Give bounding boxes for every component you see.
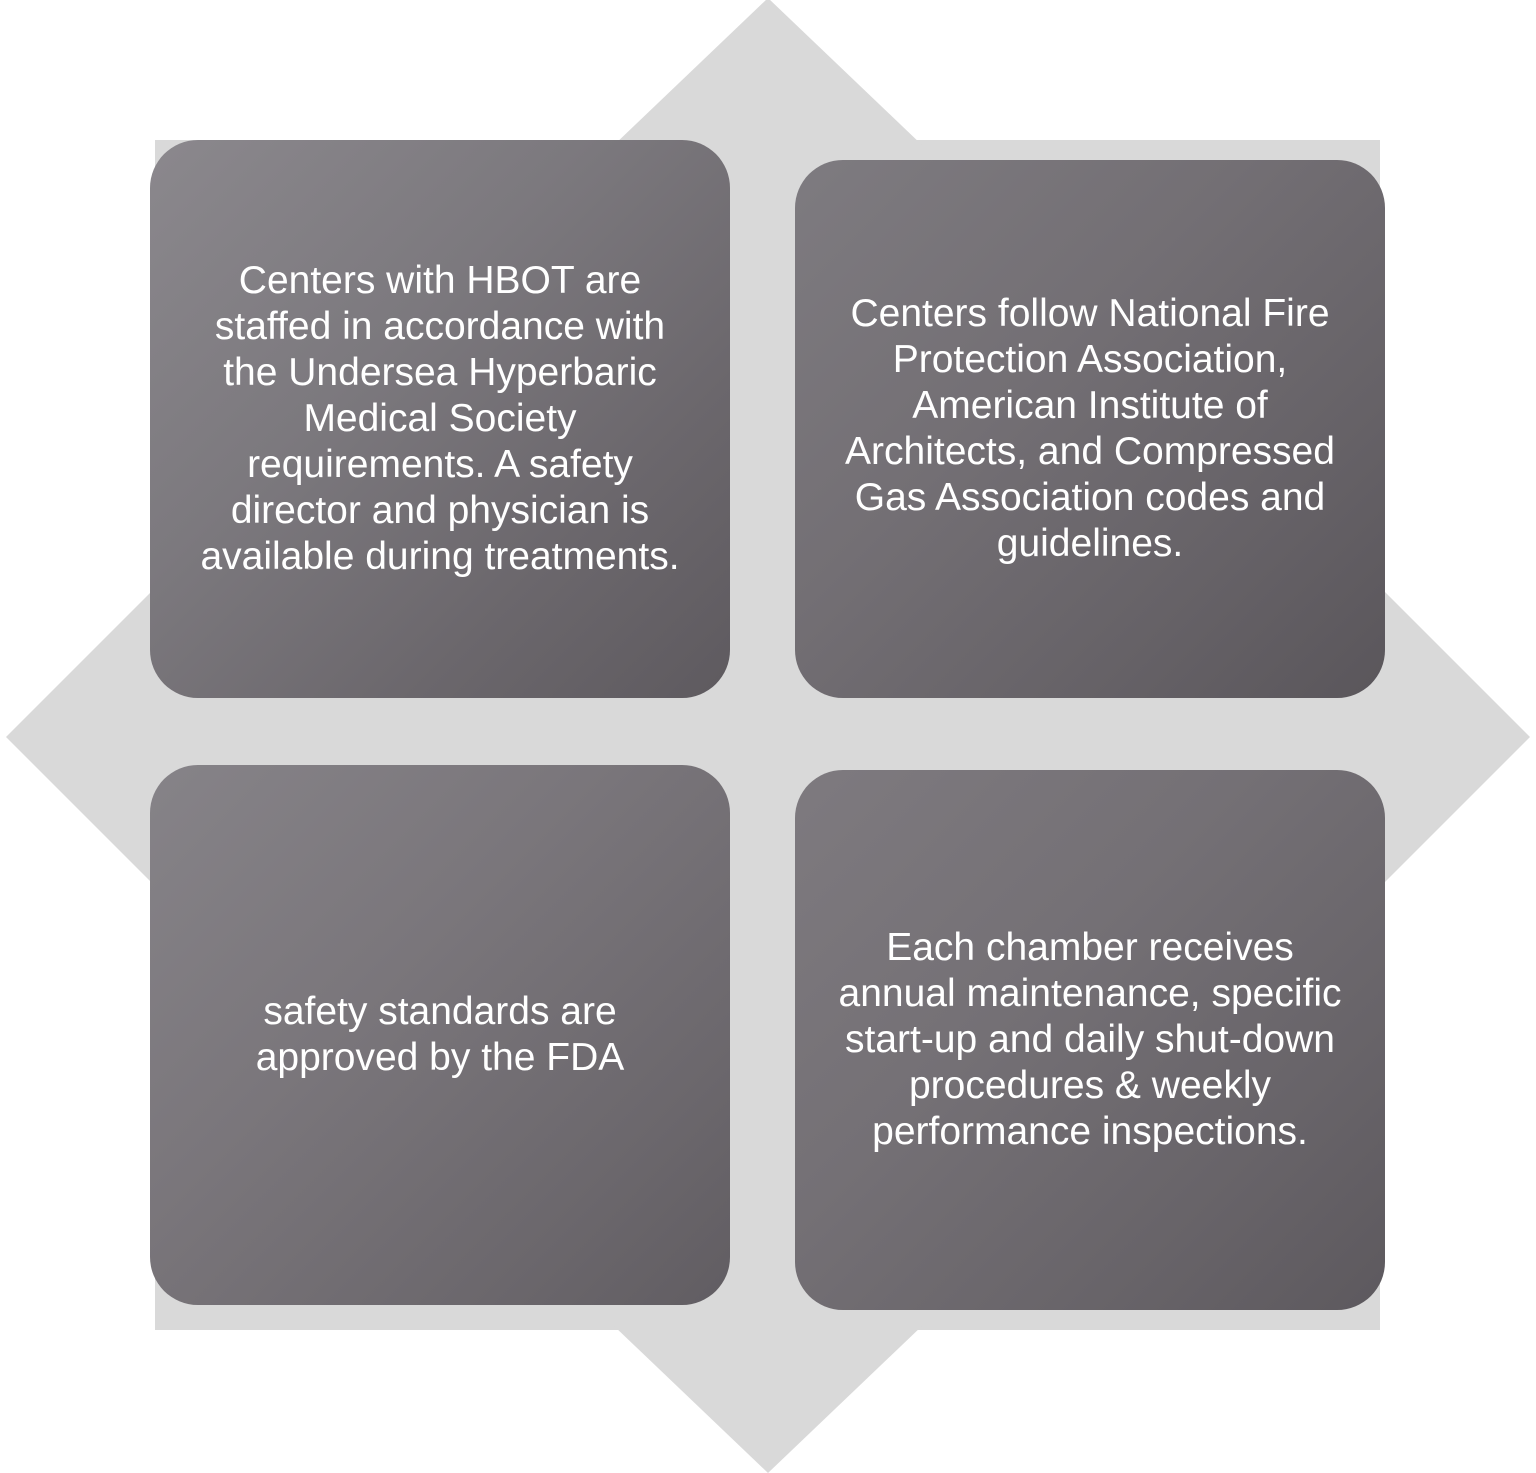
quadrant-card-bottom-right-text: Each chamber receives annual maintenance, specific start-up and daily shut-down procedures & weekly performance inspections. [838,925,1342,1154]
quadrant-card-top-right [795,160,1385,698]
quadrant-card-top-left [150,140,730,698]
quadrant-card-bottom-right [795,770,1385,1310]
quadrant-card-bottom-left-text: safety standards are approved by the FDA [255,989,625,1079]
quadrant-card-top-right-text: Centers follow National Fire Protection Association, American Institute of Architects, and Compressed Gas Association codes and guidelines. [845,291,1335,566]
quadrant-card-top-left-text: Centers with HBOT are staffed in accordance with the Undersea Hyperbaric Medical Society requirements. A safety director and physician is available during treatments. [200,258,680,579]
quadrant-card-bottom-left [150,765,730,1305]
